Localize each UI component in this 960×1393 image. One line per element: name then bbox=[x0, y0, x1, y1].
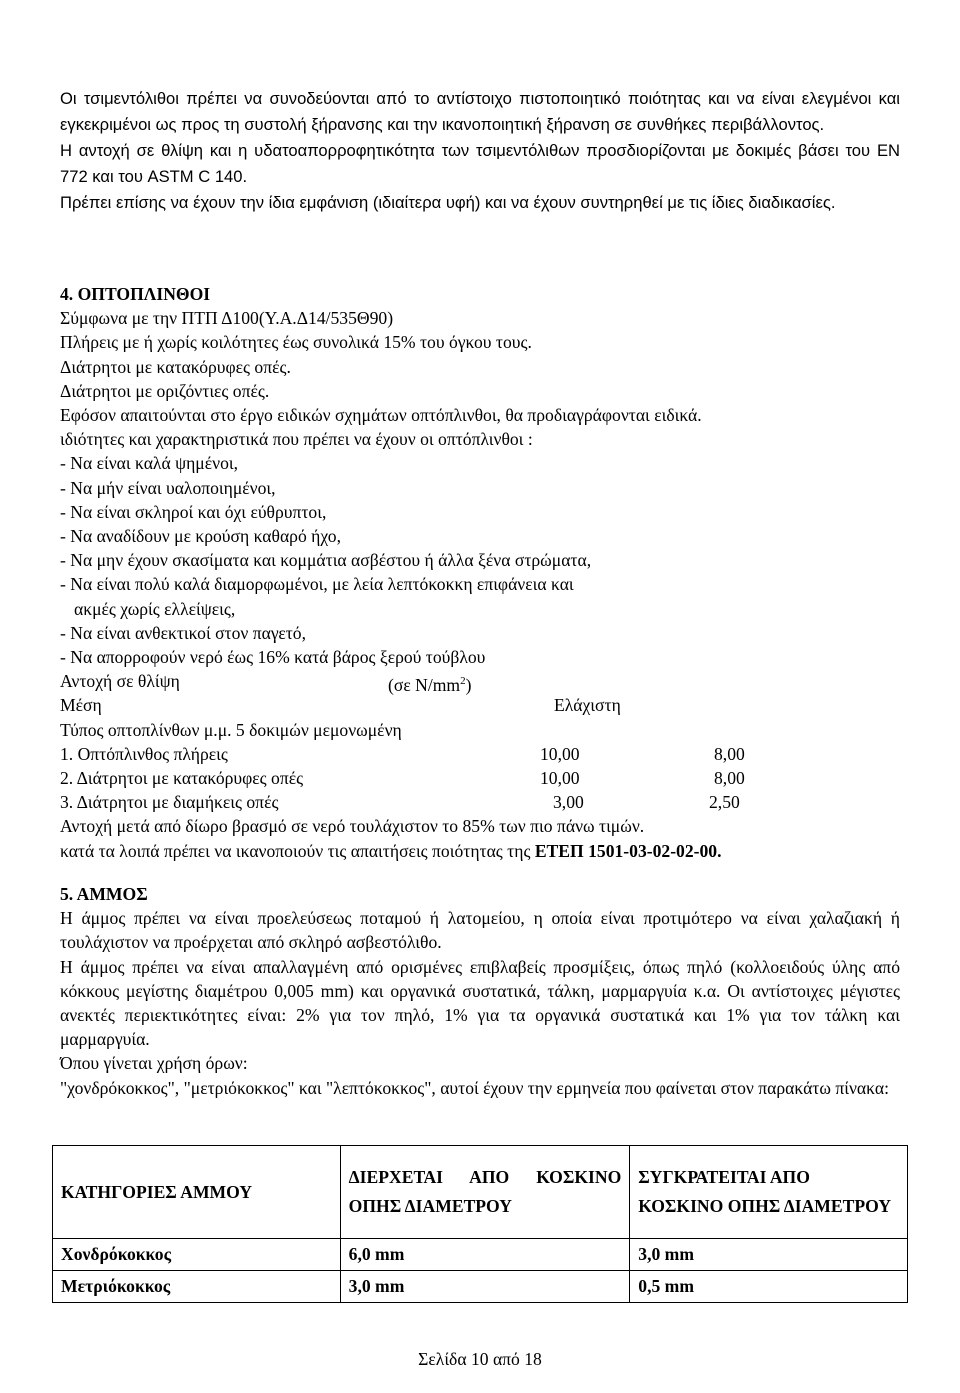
strength-label: Αντοχή σε θλίψη bbox=[60, 671, 180, 692]
section-5-paragraph-2: Η άμμος πρέπει να είναι απαλλαγμένη από ορισμένες επιβλαβείς προσμίξεις, όπως πηλό (κολλοειδούς ύλης από κόκκους μεγίστης διαμέτρου 0,005 mm) και οργανικά συστατικά, τάλκη, μαρμαργυία κ.α. Οι αντίστοιχες μέγιστες ανεκτές περιεκτικότητες είναι: 2% για τον πηλό, 1% για τα οργανικά συστατικά και 1% για τον τάλκη και μαρμαργυία. bbox=[60, 956, 900, 1050]
sand-table-header-row bbox=[53, 1146, 908, 1239]
page-footer: Σελίδα 10 από 18 bbox=[418, 1349, 542, 1369]
section-5-paragraph-4: "χονδρόκοκκος", "μετριόκοκκος" και "λεπτόκοκκος", αυτοί έχουν την ερμηνεία που φαίνεται στον παρακάτω πίνακα: bbox=[60, 1077, 889, 1098]
section-5-paragraph-1: Η άμμος πρέπει να είναι προελεύσεως ποταμού ή λατομείου, η οποία είναι προτιμότερο να είναι χαλαζιακή ή τουλάχιστον να προέρχεται από σκληρό ασβεστόλιθο. bbox=[60, 908, 900, 953]
sand-categories-table bbox=[52, 1145, 908, 1303]
strength-row-label: 3. Διάτρητοι με διαμήκεις οπές bbox=[60, 792, 279, 813]
section-4-line: ιδιότητες και χαρακτηριστικά που πρέπει να έχουν οι οπτόπλινθοι : bbox=[60, 429, 533, 450]
strength-col-min: Ελάχιστη bbox=[554, 695, 621, 716]
strength-header-row bbox=[60, 669, 900, 696]
sand-table-header: ΚΑΤΗΓΟΡΙΕΣ ΑΜΜΟΥ bbox=[53, 1146, 341, 1239]
property-bullet: - Να είναι πολύ καλά διαμορφωμένοι, με λεία λεπτόκοκκη επιφάνεια και bbox=[60, 574, 574, 595]
strength-row-min: 8,00 bbox=[714, 743, 745, 764]
strength-row bbox=[60, 790, 900, 814]
section-4-line: Πλήρεις με ή χωρίς κοιλότητες έως συνολικά 15% του όγκου τους. bbox=[60, 332, 532, 353]
property-bullet: - Να μήν είναι υαλοποιημένοι, bbox=[60, 477, 276, 498]
etep-requirement bbox=[60, 839, 900, 863]
intro-paragraph-3: Πρέπει επίσης να έχουν την ίδια εμφάνιση (ιδιαίτερα υφή) και να έχουν συντηρηθεί με τις ίδιες διαδικασίες. bbox=[60, 193, 836, 212]
strength-row-min: 2,50 bbox=[709, 792, 740, 813]
after-boil-note: Αντοχή μετά από δίωρο βρασμό σε νερό τουλάχιστον το 85% των πιο πάνω τιμών. bbox=[60, 816, 645, 837]
sand-table-cell: Χονδρόκοκκος bbox=[53, 1239, 341, 1271]
property-bullet: - Να απορροφούν νερό έως 16% κατά βάρος ξερού τούβλου bbox=[60, 647, 486, 668]
strength-row bbox=[60, 742, 900, 766]
section-4 bbox=[60, 282, 900, 863]
strength-row-mean: 10,00 bbox=[540, 768, 580, 789]
sand-table-row bbox=[53, 1271, 908, 1303]
section-4-line: Διάτρητοι με οριζόντιες οπές. bbox=[60, 380, 270, 401]
strength-col-mean: Μέση bbox=[60, 695, 102, 716]
section-4-line: Διάτρητοι με κατακόρυφες οπές. bbox=[60, 356, 291, 377]
strength-row-label: 2. Διάτρητοι με κατακόρυφες οπές bbox=[60, 768, 304, 789]
sand-table-row bbox=[53, 1239, 908, 1271]
property-bullet: - Να είναι σκληροί και όχι εύθρυπτοι, bbox=[60, 501, 327, 522]
sand-table-cell: 6,0 mm bbox=[340, 1239, 630, 1271]
sand-table-cell: 0,5 mm bbox=[630, 1271, 908, 1303]
section-4-line: Σύμφωνα με την ΠΤΠ Δ100(Υ.Α.Δ14/535Θ90) bbox=[60, 308, 394, 329]
strength-row-label: 1. Οπτόπλινθος πλήρεις bbox=[60, 743, 228, 764]
etep-prefix: κατά τα λοιπά πρέπει να ικανοποιούν τις απαιτήσεις ποιότητας της bbox=[60, 840, 535, 861]
strength-row bbox=[60, 766, 900, 790]
sand-table-header: ΔΙΕΡΧΕΤΑΙ ΑΠΟ ΚΟΣΚΙΝΟ ΟΠΗΣ ΔΙΑΜΕΤΡΟΥ bbox=[340, 1146, 630, 1239]
section-4-line: Εφόσον απαιτούνται στο έργο ειδικών σχημάτων οπτόπλινθοι, θα προδιαγράφονται ειδικά. bbox=[60, 405, 702, 426]
section-4-heading: 4. ΟΠΤΟΠΛΙΝΘΟΙ bbox=[60, 284, 211, 304]
etep-code: ΕΤΕΠ 1501-03-02-02-00. bbox=[534, 840, 722, 861]
sand-table-cell: 3,0 mm bbox=[340, 1271, 630, 1303]
intro-paragraph-1: Οι τσιμεντόλιθοι πρέπει να συνοδεύονται από το αντίστοιχο πιστοποιητικό ποιότητας και να είναι ελεγμένοι και εγκεκριμένοι ως προς τη συστολή ξήρανσης και την ικανοποιητική ξήρανση σε συνθήκες περιβάλλοντος. bbox=[60, 89, 900, 134]
intro-paragraph-2: Η αντοχή σε θλίψη και η υδατοαπορροφητικότητα των τσιμεντόλιθων προσδιορίζονται με δοκιμές βάσει του ΕΝ 772 και του ASTM C 140. bbox=[60, 141, 900, 186]
strength-unit-prefix: (σε N/mm bbox=[388, 675, 461, 696]
strength-row-mean: 3,00 bbox=[553, 792, 584, 813]
property-bullet: - Να μην έχουν σκασίματα και κομμάτια ασβέστου ή άλλα ξένα στρώματα, bbox=[60, 550, 592, 571]
property-bullet: - Να αναδίδουν με κρούση καθαρό ήχο, bbox=[60, 526, 341, 547]
strength-unit-suffix: ) bbox=[465, 675, 472, 696]
section-5-heading: 5. ΑΜΜΟΣ bbox=[60, 884, 148, 904]
sand-table-cell: 3,0 mm bbox=[630, 1239, 908, 1271]
sand-table-cell: Μετριόκοκκος bbox=[53, 1271, 341, 1303]
strength-type-line: Τύπος οπτοπλίνθων μ.μ. 5 δοκιμών μεμονωμένη bbox=[60, 719, 402, 740]
strength-row-min: 8,00 bbox=[714, 768, 745, 789]
sand-table-header: ΣΥΓΚΡΑΤΕΙΤΑΙ ΑΠΟ ΚΟΣΚΙΝΟ ΟΠΗΣ ΔΙΑΜΕΤΡΟΥ bbox=[630, 1146, 908, 1239]
property-bullet: - Να είναι καλά ψημένοι, bbox=[60, 453, 238, 474]
strength-columns-row bbox=[60, 693, 900, 717]
property-bullet: - Να είναι ανθεκτικοί στον παγετό, bbox=[60, 622, 307, 643]
strength-row-mean: 10,00 bbox=[540, 743, 580, 764]
property-bullet-continuation: ακμές χωρίς ελλείψεις, bbox=[74, 598, 236, 619]
intro-section bbox=[60, 86, 900, 216]
section-5 bbox=[60, 882, 900, 1100]
strength-unit-sup: 2 bbox=[460, 675, 466, 688]
section-5-paragraph-3: Όπου γίνεται χρήση όρων: bbox=[60, 1053, 248, 1074]
